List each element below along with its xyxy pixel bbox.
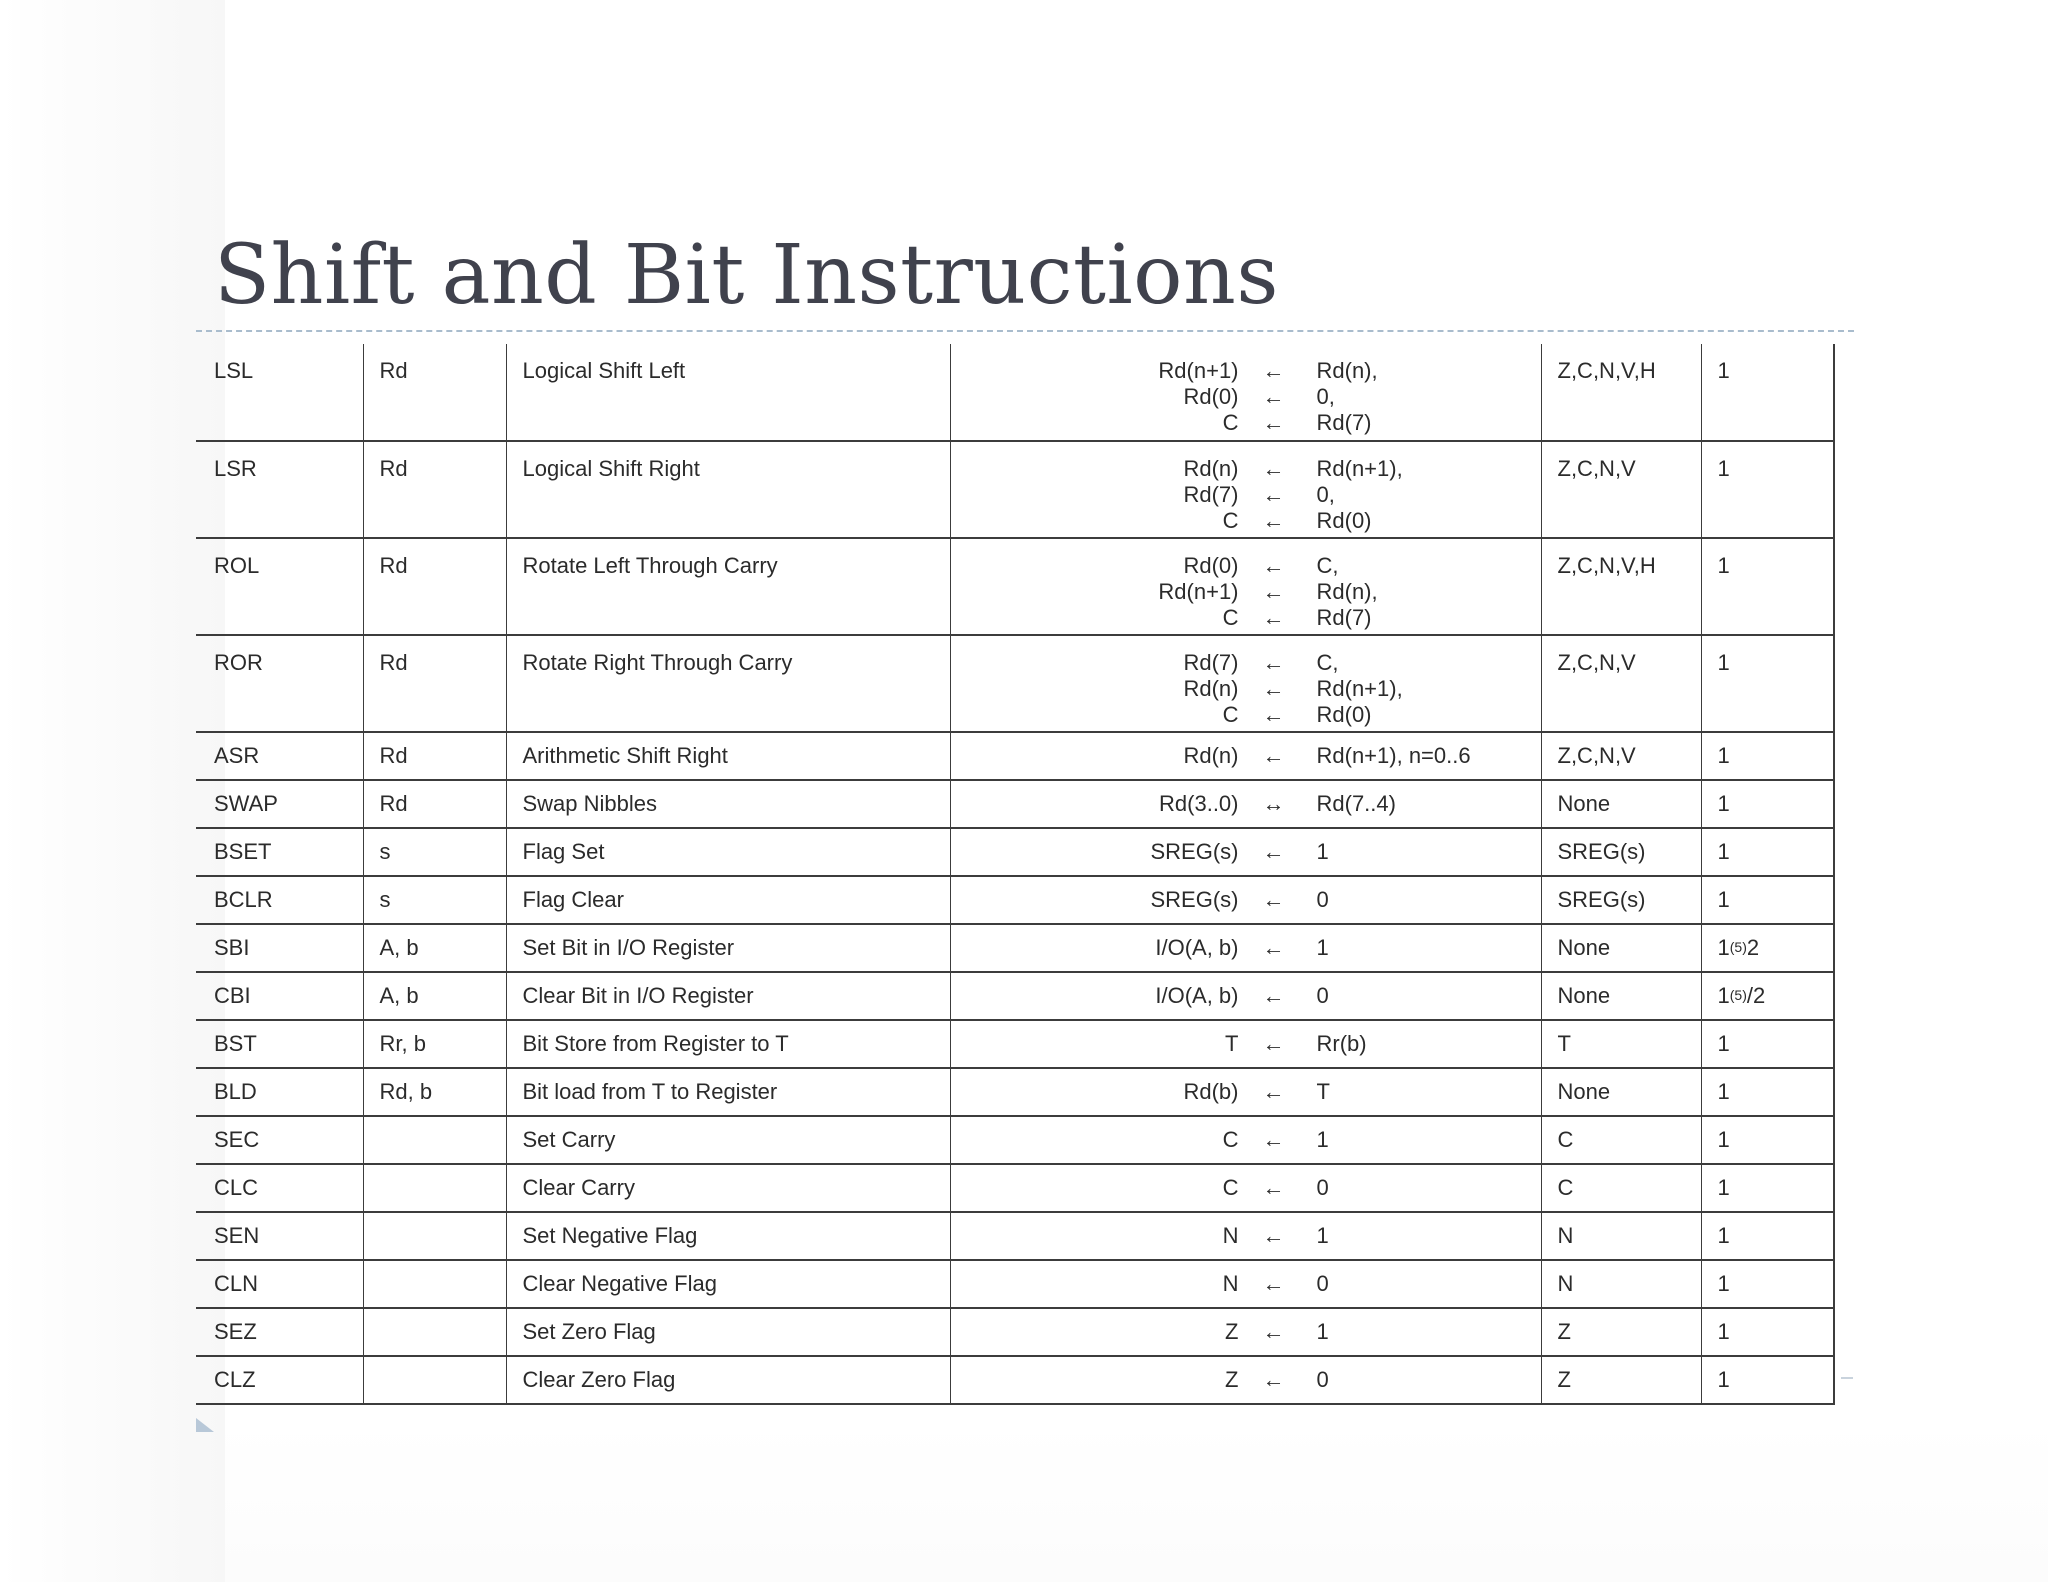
operation-source: Rd(n+1), xyxy=(1316,456,1403,481)
description-cell: Swap Nibbles xyxy=(506,780,950,828)
description-cell: Rotate Left Through Carry xyxy=(506,538,950,635)
operation-source: 0 xyxy=(1316,1367,1329,1392)
mnemonic-cell: SEC xyxy=(196,1116,363,1164)
operation-target: Rd(0) xyxy=(1183,553,1239,578)
description-cell: Clear Carry xyxy=(506,1164,950,1212)
operands-cell: s xyxy=(363,828,506,876)
operation-target: C xyxy=(1222,410,1239,435)
flags-cell: N xyxy=(1541,1212,1701,1260)
operation-source: 1 xyxy=(1316,1127,1329,1152)
table-row xyxy=(196,1308,1834,1356)
operands-cell xyxy=(363,1260,506,1308)
operands-cell xyxy=(363,1308,506,1356)
operands-cell: Rd xyxy=(363,780,506,828)
operation-source: 1 xyxy=(1316,1319,1329,1344)
clocks-value: 1 xyxy=(1717,650,1730,675)
table-row xyxy=(196,1260,1834,1308)
operation-source: Rd(0) xyxy=(1316,508,1372,533)
description-cell: Bit load from T to Register xyxy=(506,1068,950,1116)
operation-target: Rd(b) xyxy=(1183,1079,1239,1104)
clocks-cell xyxy=(1701,780,1834,828)
operands-cell: Rd xyxy=(363,732,506,780)
clocks-cell xyxy=(1701,1164,1834,1212)
bottom-margin-shade xyxy=(225,1420,2048,1582)
operation-arrow: ← xyxy=(1262,983,1285,1008)
clocks-cell xyxy=(1701,538,1834,635)
mnemonic-cell: ROR xyxy=(196,635,363,732)
description-cell: Arithmetic Shift Right xyxy=(506,732,950,780)
table-row xyxy=(196,1212,1834,1260)
operation-grid xyxy=(951,1031,1541,1057)
table-row xyxy=(196,732,1834,780)
operation-arrow: ← xyxy=(1262,743,1285,768)
mnemonic-cell: SEN xyxy=(196,1212,363,1260)
operands-cell: s xyxy=(363,876,506,924)
operation-arrow: ← xyxy=(1262,1319,1285,1344)
operation-target: Rd(7) xyxy=(1183,650,1239,675)
operation-target: I/O(A, b) xyxy=(1155,983,1239,1008)
operation-source: Rd(7..4) xyxy=(1316,791,1396,816)
table-row xyxy=(196,828,1834,876)
operation-arrow: ← xyxy=(1262,1127,1285,1152)
operands-cell: Rd xyxy=(363,344,506,441)
operation-cell xyxy=(950,1308,1541,1356)
operation-cell xyxy=(950,876,1541,924)
operation-target: Rd(n+1) xyxy=(1158,358,1239,383)
clocks-footnote: (5) xyxy=(1729,939,1747,955)
description-cell: Clear Bit in I/O Register xyxy=(506,972,950,1020)
clocks-value: 1 xyxy=(1717,743,1730,768)
left-margin-shade xyxy=(0,0,225,1582)
mnemonic-cell: CLC xyxy=(196,1164,363,1212)
operation-target: T xyxy=(1225,1031,1239,1056)
operands-cell: Rd xyxy=(363,441,506,538)
operation-cell xyxy=(950,635,1541,732)
operation-arrow: ← xyxy=(1262,1031,1285,1056)
operation-arrow: ← xyxy=(1262,702,1285,727)
mnemonic-cell: CLZ xyxy=(196,1356,363,1404)
operands-cell: Rd xyxy=(363,538,506,635)
operation-cell xyxy=(950,441,1541,538)
operation-grid xyxy=(951,1271,1541,1297)
operation-arrow: ← xyxy=(1262,456,1285,481)
operation-source: 0 xyxy=(1316,983,1329,1008)
operation-target: Rd(n) xyxy=(1183,743,1239,768)
operation-source: C, xyxy=(1316,553,1339,578)
table-row xyxy=(196,780,1834,828)
operation-target: SREG(s) xyxy=(1150,887,1239,912)
operation-cell xyxy=(950,1020,1541,1068)
flags-cell: None xyxy=(1541,780,1701,828)
operation-target: N xyxy=(1222,1223,1239,1248)
operation-arrow: ← xyxy=(1262,508,1285,533)
clocks-cell xyxy=(1701,344,1834,441)
operation-arrow: ↔ xyxy=(1262,791,1285,816)
table-row xyxy=(196,344,1834,441)
description-cell: Flag Set xyxy=(506,828,950,876)
operation-grid xyxy=(951,791,1541,817)
mnemonic-cell: BLD xyxy=(196,1068,363,1116)
clocks-value: 1 xyxy=(1717,887,1730,912)
mnemonic-cell: SEZ xyxy=(196,1308,363,1356)
operation-grid xyxy=(951,650,1541,728)
clocks-value: 1 xyxy=(1717,358,1730,383)
clocks-cell xyxy=(1701,924,1834,972)
flags-cell: C xyxy=(1541,1164,1701,1212)
operation-target: SREG(s) xyxy=(1150,839,1239,864)
operation-arrow: ← xyxy=(1262,410,1285,435)
operation-target: C xyxy=(1222,508,1239,533)
clocks-cell xyxy=(1701,1020,1834,1068)
operation-cell xyxy=(950,1260,1541,1308)
operation-target: Rd(n+1) xyxy=(1158,579,1239,604)
flags-cell: None xyxy=(1541,924,1701,972)
operation-source: 1 xyxy=(1316,935,1329,960)
operation-target: Rd(7) xyxy=(1183,482,1239,507)
operation-grid xyxy=(951,935,1541,961)
operation-grid xyxy=(951,553,1541,631)
flags-cell: T xyxy=(1541,1020,1701,1068)
corner-marker xyxy=(196,1418,214,1432)
description-cell: Set Bit in I/O Register xyxy=(506,924,950,972)
operation-grid xyxy=(951,887,1541,913)
operation-grid xyxy=(951,1127,1541,1153)
operation-target: C xyxy=(1222,605,1239,630)
clocks-cell xyxy=(1701,1308,1834,1356)
operation-arrow: ← xyxy=(1262,935,1285,960)
operands-cell: Rr, b xyxy=(363,1020,506,1068)
description-cell: Bit Store from Register to T xyxy=(506,1020,950,1068)
operation-source: 0 xyxy=(1316,1175,1329,1200)
operation-source: T xyxy=(1316,1079,1330,1104)
operation-arrow: ← xyxy=(1262,839,1285,864)
mnemonic-cell: SWAP xyxy=(196,780,363,828)
operation-cell xyxy=(950,1068,1541,1116)
clocks-value: 1 xyxy=(1717,1223,1730,1248)
table-row xyxy=(196,1020,1834,1068)
operation-arrow: ← xyxy=(1262,384,1285,409)
table-row xyxy=(196,876,1834,924)
operation-source: Rd(0) xyxy=(1316,702,1372,727)
clocks-cell xyxy=(1701,876,1834,924)
clocks-footnote: (5) xyxy=(1729,987,1747,1003)
operation-arrow: ← xyxy=(1262,650,1285,675)
clocks-value: 1 xyxy=(1717,839,1730,864)
mnemonic-cell: SBI xyxy=(196,924,363,972)
operation-cell xyxy=(950,538,1541,635)
operation-grid xyxy=(951,358,1541,436)
operation-arrow: ← xyxy=(1262,1223,1285,1248)
clocks-value: 1 xyxy=(1717,456,1730,481)
operation-grid xyxy=(951,1079,1541,1105)
operation-arrow: ← xyxy=(1262,1079,1285,1104)
clocks-cell xyxy=(1701,828,1834,876)
operation-arrow: ← xyxy=(1262,553,1285,578)
operation-arrow: ← xyxy=(1262,1367,1285,1392)
operation-source: Rd(n), xyxy=(1316,358,1378,383)
operation-source: 0 xyxy=(1316,887,1329,912)
mnemonic-cell: ASR xyxy=(196,732,363,780)
operation-cell xyxy=(950,780,1541,828)
operation-cell xyxy=(950,1212,1541,1260)
operation-target: I/O(A, b) xyxy=(1155,935,1239,960)
clocks-value: 1 xyxy=(1717,1319,1730,1344)
operation-grid xyxy=(951,456,1541,534)
mnemonic-cell: ROL xyxy=(196,538,363,635)
operation-cell xyxy=(950,1116,1541,1164)
operation-cell xyxy=(950,1164,1541,1212)
operation-source: 0 xyxy=(1316,1271,1329,1296)
operation-source: 1 xyxy=(1316,1223,1329,1248)
operation-source: Rd(7) xyxy=(1316,605,1372,630)
clocks-cell xyxy=(1701,1068,1834,1116)
description-cell: Set Carry xyxy=(506,1116,950,1164)
table-row xyxy=(196,1068,1834,1116)
operation-source: Rr(b) xyxy=(1316,1031,1367,1056)
operation-grid xyxy=(951,983,1541,1009)
flags-cell: None xyxy=(1541,1068,1701,1116)
description-cell: Logical Shift Left xyxy=(506,344,950,441)
mnemonic-cell: CLN xyxy=(196,1260,363,1308)
description-cell: Clear Negative Flag xyxy=(506,1260,950,1308)
operands-cell xyxy=(363,1116,506,1164)
table-row xyxy=(196,1164,1834,1212)
clocks-cell xyxy=(1701,441,1834,538)
operation-grid xyxy=(951,839,1541,865)
description-cell: Set Negative Flag xyxy=(506,1212,950,1260)
slide-title: Shift and Bit Instructions xyxy=(214,228,1279,323)
operation-target: Rd(n) xyxy=(1183,456,1239,481)
operation-source: 0, xyxy=(1316,482,1335,507)
table-row xyxy=(196,538,1834,635)
description-cell: Rotate Right Through Carry xyxy=(506,635,950,732)
instruction-table-body xyxy=(196,344,1834,1404)
operation-arrow: ← xyxy=(1262,676,1285,701)
operation-target: Rd(0) xyxy=(1183,384,1239,409)
operation-arrow: ← xyxy=(1262,358,1285,383)
operation-target: C xyxy=(1222,702,1239,727)
clocks-cell xyxy=(1701,1116,1834,1164)
mnemonic-cell: BCLR xyxy=(196,876,363,924)
operation-source: Rd(7) xyxy=(1316,410,1372,435)
operation-grid xyxy=(951,1319,1541,1345)
operation-source: C, xyxy=(1316,650,1339,675)
clocks-value: 1 xyxy=(1717,935,1730,960)
operation-target: C xyxy=(1222,1127,1239,1152)
flags-cell: C xyxy=(1541,1116,1701,1164)
title-divider xyxy=(196,330,1854,332)
clocks-alt: /2 xyxy=(1746,983,1766,1008)
operation-source: Rd(n), xyxy=(1316,579,1378,604)
operation-grid xyxy=(951,1367,1541,1393)
clocks-value: 1 xyxy=(1717,1127,1730,1152)
description-cell: Clear Zero Flag xyxy=(506,1356,950,1404)
mnemonic-cell: BST xyxy=(196,1020,363,1068)
operands-cell: Rd, b xyxy=(363,1068,506,1116)
operation-arrow: ← xyxy=(1262,1175,1285,1200)
flags-cell: Z,C,N,V,H xyxy=(1541,344,1701,441)
flags-cell: SREG(s) xyxy=(1541,876,1701,924)
clocks-value: 1 xyxy=(1717,1175,1730,1200)
flags-cell: Z xyxy=(1541,1308,1701,1356)
clocks-value: 1 xyxy=(1717,1271,1730,1296)
clocks-cell xyxy=(1701,972,1834,1020)
operation-cell xyxy=(950,972,1541,1020)
table-row xyxy=(196,1356,1834,1404)
clocks-value: 1 xyxy=(1717,553,1730,578)
operation-arrow: ← xyxy=(1262,887,1285,912)
operation-grid xyxy=(951,1223,1541,1249)
operation-arrow: ← xyxy=(1262,1271,1285,1296)
operands-cell xyxy=(363,1212,506,1260)
operation-target: Z xyxy=(1225,1319,1239,1344)
clocks-cell xyxy=(1701,732,1834,780)
description-cell: Logical Shift Right xyxy=(506,441,950,538)
operation-source: 1 xyxy=(1316,839,1329,864)
operation-cell xyxy=(950,732,1541,780)
flags-cell: None xyxy=(1541,972,1701,1020)
mnemonic-cell: BSET xyxy=(196,828,363,876)
clocks-alt: 2 xyxy=(1746,935,1760,960)
operands-cell: A, b xyxy=(363,972,506,1020)
operation-target: Rd(n) xyxy=(1183,676,1239,701)
mnemonic-cell: LSR xyxy=(196,441,363,538)
operation-arrow: ← xyxy=(1262,482,1285,507)
operation-source: Rd(n+1), xyxy=(1316,676,1403,701)
flags-cell: Z xyxy=(1541,1356,1701,1404)
mnemonic-cell: CBI xyxy=(196,972,363,1020)
flags-cell: SREG(s) xyxy=(1541,828,1701,876)
operands-cell xyxy=(363,1164,506,1212)
operation-cell xyxy=(950,344,1541,441)
description-cell: Set Zero Flag xyxy=(506,1308,950,1356)
operands-cell: A, b xyxy=(363,924,506,972)
instruction-table xyxy=(196,344,1835,1405)
operation-target: N xyxy=(1222,1271,1239,1296)
table-row xyxy=(196,972,1834,1020)
flags-cell: Z,C,N,V xyxy=(1541,732,1701,780)
operation-target: Rd(3..0) xyxy=(1159,791,1239,816)
clocks-cell xyxy=(1701,1356,1834,1404)
flags-cell: Z,C,N,V xyxy=(1541,441,1701,538)
table-row xyxy=(196,924,1834,972)
operation-source: 0, xyxy=(1316,384,1335,409)
mnemonic-cell: LSL xyxy=(196,344,363,441)
clocks-cell xyxy=(1701,1212,1834,1260)
table-row xyxy=(196,1116,1834,1164)
operation-grid xyxy=(951,1175,1541,1201)
flags-cell: Z,C,N,V xyxy=(1541,635,1701,732)
operation-cell xyxy=(950,1356,1541,1404)
clocks-value: 1 xyxy=(1717,1031,1730,1056)
table-row xyxy=(196,635,1834,732)
operation-cell xyxy=(950,828,1541,876)
clocks-cell xyxy=(1701,635,1834,732)
operands-cell xyxy=(363,1356,506,1404)
description-cell: Flag Clear xyxy=(506,876,950,924)
clocks-value: 1 xyxy=(1717,1367,1730,1392)
table-row xyxy=(196,441,1834,538)
operands-cell: Rd xyxy=(363,635,506,732)
operation-cell xyxy=(950,924,1541,972)
operation-grid xyxy=(951,743,1541,769)
operation-arrow: ← xyxy=(1262,579,1285,604)
operation-arrow: ← xyxy=(1262,605,1285,630)
operation-source: Rd(n+1), n=0..6 xyxy=(1316,743,1471,768)
operation-target: Z xyxy=(1225,1367,1239,1392)
clocks-value: 1 xyxy=(1717,1079,1730,1104)
operation-target: C xyxy=(1222,1175,1239,1200)
flags-cell: Z,C,N,V,H xyxy=(1541,538,1701,635)
clocks-value: 1 xyxy=(1717,983,1730,1008)
clocks-value: 1 xyxy=(1717,791,1730,816)
clocks-cell xyxy=(1701,1260,1834,1308)
right-edge-tick xyxy=(1841,1377,1853,1379)
flags-cell: N xyxy=(1541,1260,1701,1308)
